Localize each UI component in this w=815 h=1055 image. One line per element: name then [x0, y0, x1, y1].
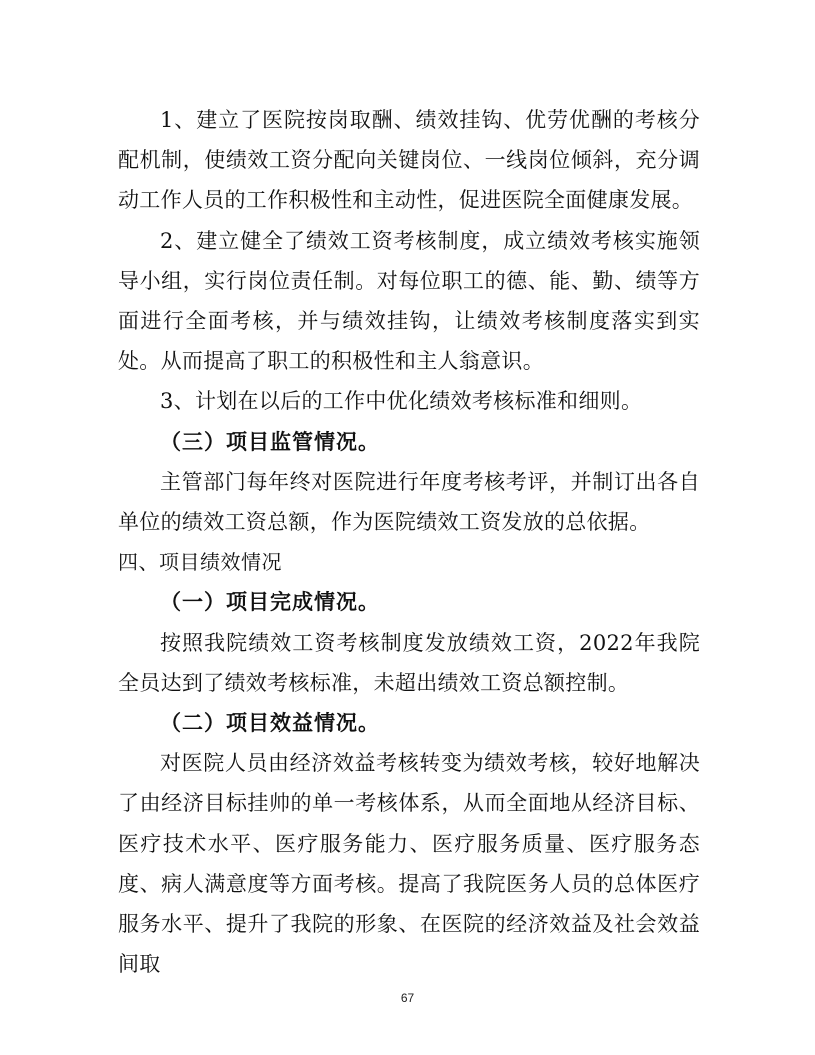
subheading-supervision: （三）项目监管情况。: [160, 429, 380, 454]
section-heading-performance: 四、项目绩效情况: [118, 550, 282, 575]
paragraph-item-3: 3、计划在以后的工作中优化绩效考核标准和细则。: [160, 389, 643, 414]
paragraph-supervision: 主管部门每年终对医院进行年度考核考评，并制订出各自单位的绩效工资总额，作为医院绩效工资发放的总依据。: [118, 469, 700, 535]
paragraph-item-1: 1、建立了医院按岗取酬、绩效挂钩、优劳优酬的考核分配机制，使绩效工资分配向关键岗位、一线岗位倾斜，充分调动工作人员的工作积极性和主动性，促进医院全面健康发展。: [118, 108, 700, 213]
paragraph-item-2: 2、建立健全了绩效工资考核制度，成立绩效考核实施领导小组，实行岗位责任制。对每位职工的德、能、勤、绩等方面进行全面考核，并与绩效挂钩，让绩效考核制度落实到实处。从而提高了职工的积极性和主人翁意识。: [118, 228, 700, 374]
page-number: 67: [400, 991, 415, 1005]
paragraph-completion: 按照我院绩效工资考核制度发放绩效工资，2022年我院全员达到了绩效考核标准，未超出绩效工资总额控制。: [118, 630, 700, 695]
paragraph-benefit: 对医院人员由经济效益考核转变为绩效考核，较好地解决了由经济目标挂帅的单一考核体系，从而全面地从经济目标、医疗技术水平、医疗服务能力、医疗服务质量、医疗服务态度、病人满意度等方面考核。提高了我院医务人员的总体医疗服务水平、提升了我院的形象、在医院的经济效益及社会效益间取: [118, 751, 700, 977]
subheading-benefit: （二）项目效益情况。: [160, 711, 380, 736]
document-body: [118, 100, 700, 984]
subheading-completion: （一）项目完成情况。: [160, 590, 380, 615]
